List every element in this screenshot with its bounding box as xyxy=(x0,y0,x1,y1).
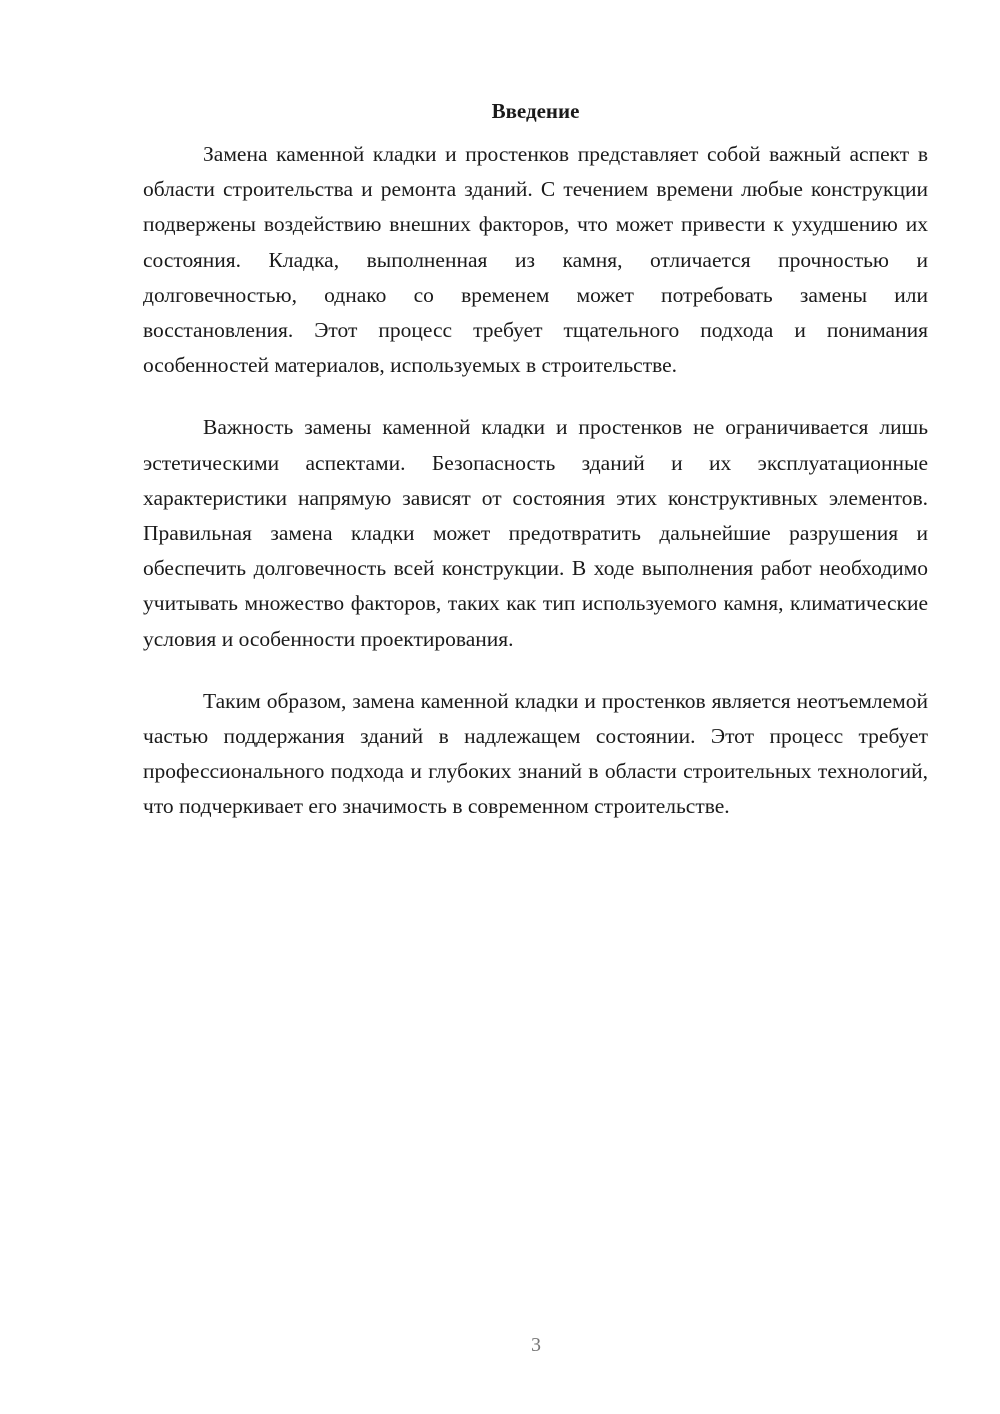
page-content xyxy=(143,97,928,852)
paragraph-2: Важность замены каменной кладки и простенков не ограничивается лишь эстетическими аспектами. Безопасность зданий и их эксплуатационные характеристики напрямую зависят от состояния этих конструктивных элементов. Правильная замена кладки может предотвратить дальнейшие разрушения и обеспечить долговечность всей конструкции. В ходе выполнения работ необходимо учитывать множество факторов, таких как тип используемого камня, климатические условия и особенности проектирования. xyxy=(143,415,928,651)
page-number: 3 xyxy=(531,1334,541,1356)
paragraph-1: Замена каменной кладки и простенков представляет собой важный аспект в области строительства и ремонта зданий. С течением времени любые конструкции подвержены воздействию внешних факторов, что может привести к ухудшению их состояния. Кладка, выполненная из камня, отличается прочностью и долговечностью, однако со временем может потребовать замены или восстановления. Этот процесс требует тщательного подхода и понимания особенностей материалов, используемых в строительстве. xyxy=(143,142,928,378)
paragraph-3: Таким образом, замена каменной кладки и простенков является неотъемлемой частью поддержания зданий в надлежащем состоянии. Этот процесс требует профессионального подхода и глубоких знаний в области строительных технологий, что подчеркивает его значимость в современном строительстве. xyxy=(143,688,928,819)
section-heading: Введение xyxy=(491,99,580,123)
